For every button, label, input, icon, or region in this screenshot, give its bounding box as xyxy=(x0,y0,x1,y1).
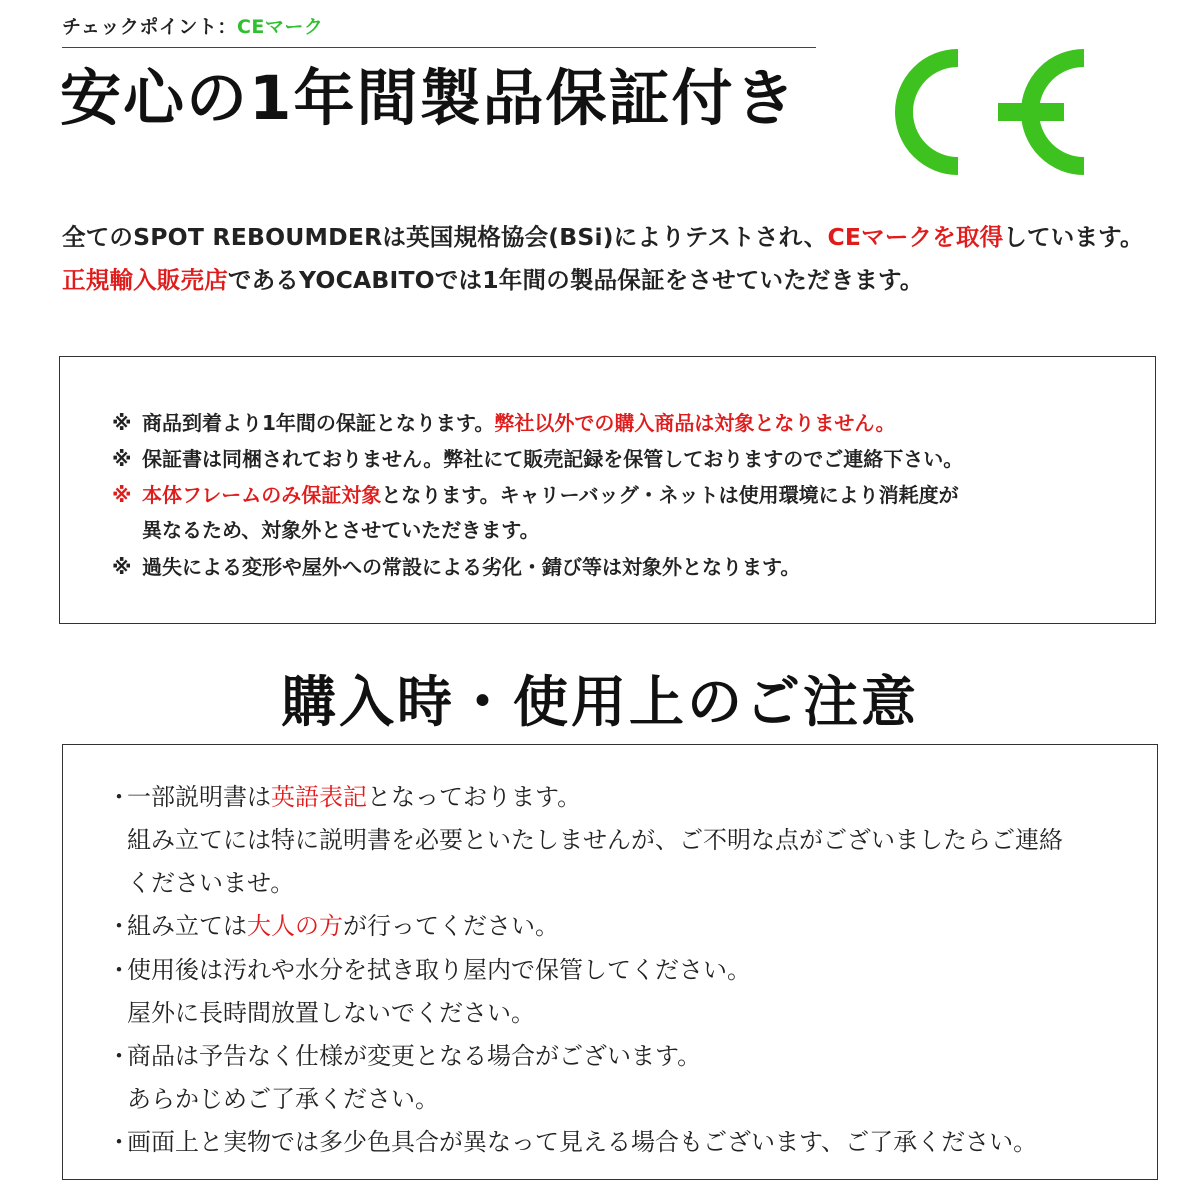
caution-5-text: 画面上と実物では多少色具合が異なって見える場合もございます、ご了承ください。 xyxy=(127,1128,1038,1156)
note-mark: ※ xyxy=(112,411,132,435)
warranty-note-1 xyxy=(112,407,896,436)
bullet: ・ xyxy=(107,783,131,811)
intro-2-part-b: であるYOCABITOでは1年間の製品保証をさせていただきます。 xyxy=(227,266,924,294)
warranty-note-2-text: 保証書は同梱されておりません。弊社にて販売記録を保管しておりますのでご連絡下さい。 xyxy=(142,447,964,471)
caution-heading: 購入時・使用上のご注意 xyxy=(280,670,919,734)
header-divider xyxy=(62,47,816,48)
checkpoint-value: CEマーク xyxy=(236,16,324,38)
note-mark: ※ xyxy=(112,555,132,579)
warranty-note-4 xyxy=(112,551,800,580)
caution-item-4-line-2: あらかじめご了承ください。 xyxy=(127,1085,439,1113)
caution-1-emphasis: 英語表記 xyxy=(271,783,367,811)
ce-mark-logo xyxy=(886,44,1092,180)
intro-2-part-a: 正規輸入販売店 xyxy=(62,266,228,294)
note-mark: ※ xyxy=(112,483,132,507)
intro-1-part-b: CEマークを取得 xyxy=(827,223,1004,251)
caution-item-4 xyxy=(107,1036,701,1071)
caution-item-1-line-2: 組み立てには特に説明書を必要といたしませんが、ご不明な点がございましたらご連絡 xyxy=(127,826,1063,854)
bullet: ・ xyxy=(107,1042,131,1070)
checkpoint-prefix: チェックポイント： xyxy=(62,16,237,38)
warranty-note-3-continued: 異なるため、対象外とさせていただきます。 xyxy=(142,518,540,542)
warranty-note-4-text: 過失による変形や屋外への常設による劣化・錆び等は対象外となります。 xyxy=(142,555,801,579)
warranty-note-1-text: 商品到着より1年間の保証となります。 xyxy=(142,411,495,435)
intro-line-2 xyxy=(62,261,924,295)
ce-logo-e xyxy=(998,58,1084,166)
bullet: ・ xyxy=(107,1128,131,1156)
warranty-notes-box xyxy=(59,356,1156,624)
caution-item-5 xyxy=(107,1122,1037,1157)
bullet: ・ xyxy=(107,912,131,940)
caution-1-text-a: 一部説明書は xyxy=(127,783,271,811)
bullet: ・ xyxy=(107,956,131,984)
intro-1-part-a: 全てのSPOT REBOUMDERは英国規格協会(BSi)によりテストされ、 xyxy=(62,223,828,251)
intro-line-1 xyxy=(62,218,1144,252)
caution-item-2 xyxy=(107,906,559,941)
caution-2-text-a: 組み立ては xyxy=(127,912,247,940)
caution-2-emphasis: 大人の方 xyxy=(247,912,343,940)
caution-1-text-b: となっております。 xyxy=(367,783,582,811)
note-mark: ※ xyxy=(112,447,132,471)
warranty-note-3 xyxy=(112,479,959,508)
checkpoint-label xyxy=(62,12,323,39)
caution-4-text: 商品は予告なく仕様が変更となる場合がございます。 xyxy=(127,1042,702,1070)
caution-item-1-line-3: くださいませ。 xyxy=(127,869,295,897)
ce-logo-c xyxy=(904,58,958,166)
caution-item-3-warning: 屋外に長時間放置しないでください。 xyxy=(127,999,535,1027)
caution-2-text-b: が行ってください。 xyxy=(343,912,559,940)
intro-1-part-c: しています。 xyxy=(1003,223,1144,251)
warranty-note-3-emphasis: 本体フレームのみ保証対象 xyxy=(142,483,382,507)
caution-item-3 xyxy=(107,950,751,985)
warranty-note-2 xyxy=(112,443,963,472)
caution-item-1 xyxy=(107,777,581,812)
caution-notes-box xyxy=(62,744,1158,1180)
warranty-note-3-text: となります。キャリーバッグ・ネットは使用環境により消耗度が xyxy=(381,483,959,507)
warranty-note-1-emphasis: 弊社以外での購入商品は対象となりません。 xyxy=(494,411,896,435)
caution-3-text: 使用後は汚れや水分を拭き取り屋内で保管してください。 xyxy=(127,956,751,984)
page-title: 安心の1年間製品保証付き xyxy=(60,63,798,134)
